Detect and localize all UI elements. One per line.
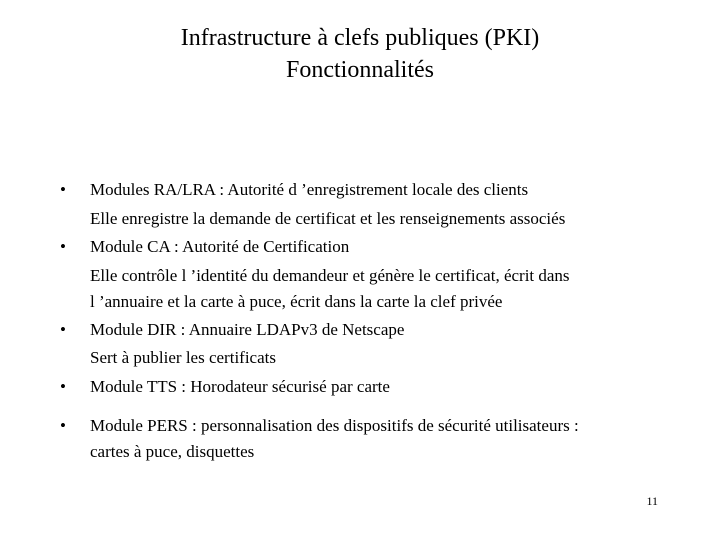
item-2-line-1: Module CA : Autorité de Certification xyxy=(90,237,350,256)
item-3-line-1: Module DIR : Annuaire LDAPv3 de Netscape xyxy=(90,320,405,339)
page-number: 11 xyxy=(646,494,658,508)
item-5-line-1: Module PERS : personnalisation des dispositifs de sécurité utilisateurs : xyxy=(90,416,579,435)
slide-title xyxy=(60,22,660,86)
bullet-icon: • xyxy=(60,180,66,199)
item-4-line-1: Module TTS : Horodateur sécurisé par carte xyxy=(90,377,390,396)
item-3-line-2: Sert à publier les certificats xyxy=(90,348,276,367)
title-line-2: Fonctionnalités xyxy=(286,57,434,83)
bullet-icon: • xyxy=(60,237,66,256)
item-5-line-2: cartes à puce, disquettes xyxy=(90,442,255,461)
title-line-1: Infrastructure à clefs publiques (PKI) xyxy=(180,25,540,51)
item-2-line-3: l ’annuaire et la carte à puce, écrit dans la carte la clef privée xyxy=(90,292,503,311)
item-1-line-1: Modules RA/LRA : Autorité d ’enregistrement locale des clients xyxy=(90,180,529,199)
bullet-icon: • xyxy=(60,320,66,339)
bullet-icon: • xyxy=(60,416,66,435)
item-2-line-2: Elle contrôle l ’identité du demandeur et génère le certificat, écrit dans xyxy=(90,266,570,285)
bullet-icon: • xyxy=(60,377,66,396)
item-1-line-2: Elle enregistre la demande de certificat et les renseignements associés xyxy=(90,209,566,228)
